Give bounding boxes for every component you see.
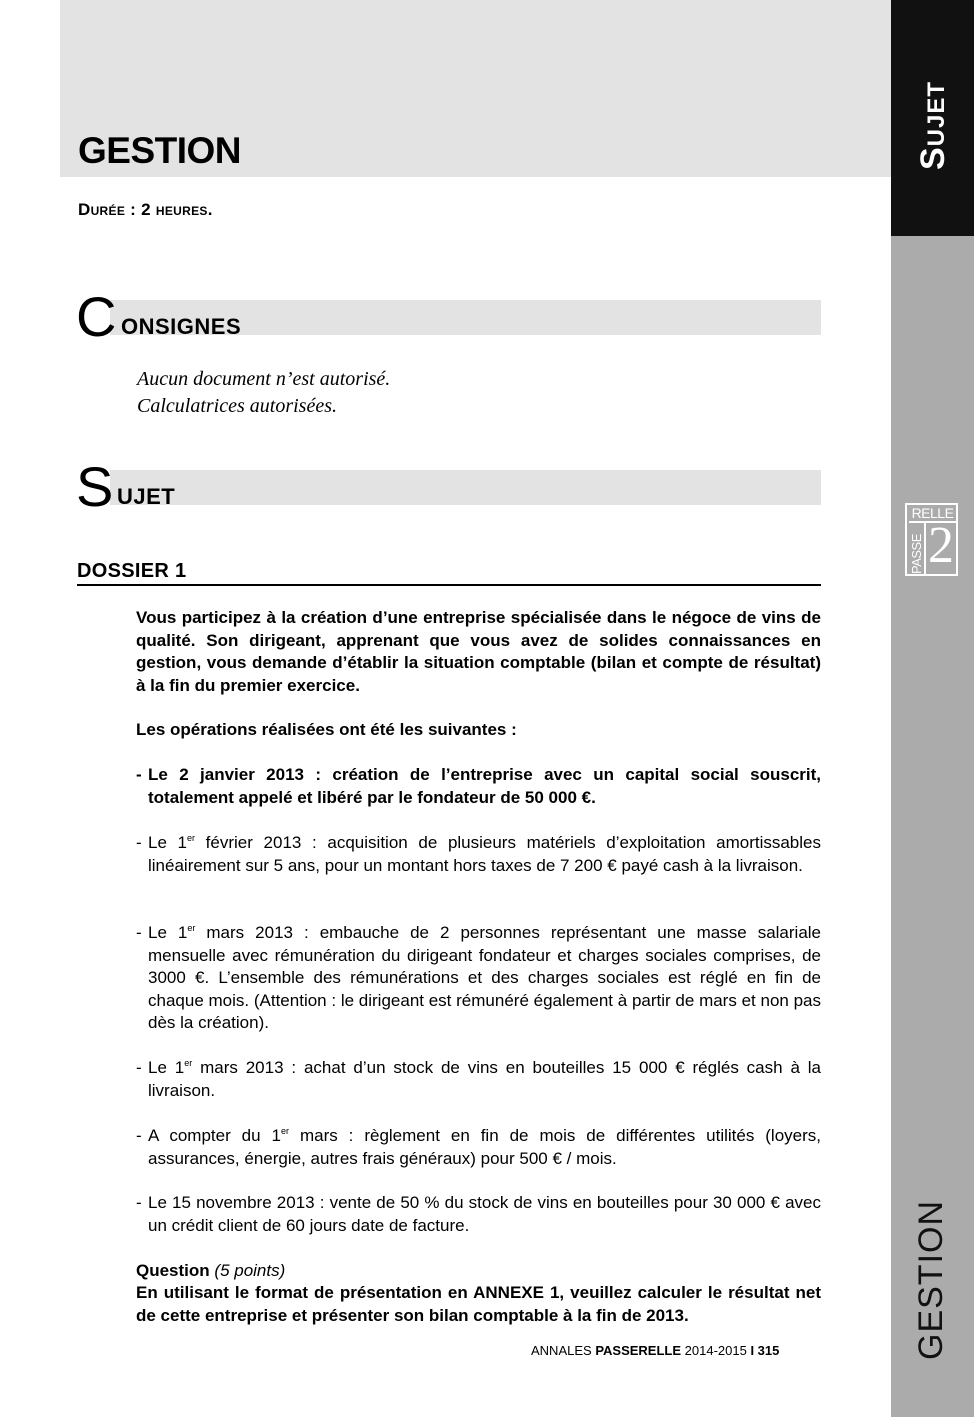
question-points: (5 points)	[214, 1261, 286, 1280]
ordinal-superscript: er	[184, 1058, 193, 1068]
consigne-line: Aucun document n’est autorisé.	[137, 368, 391, 390]
sujet-heading-initial: S	[76, 455, 112, 518]
dossier-underline	[77, 584, 821, 586]
operation-text: mars 2013 : embauche de 2 personnes représentant une masse salariale mensuelle avec rémunération du dirigeant fondateur et charges sociales comprises, de 3000 €. L’ensemble des rémunérations et des charges sociales est réglé en fin de chaque mois. (Attention : le dirigeant est rémunéré également à partir de mars et non pas dès la création).	[148, 923, 822, 1032]
operation-item	[136, 1192, 821, 1237]
consignes-heading-initial: C	[76, 285, 115, 348]
operation-text: Le 2 janvier 2013 : création de l’entreprise avec un capital social souscrit, totalement appelé et libéré par le fondateur de 50 000 €.	[148, 765, 821, 807]
operations-intro: Les opérations réalisées ont été les suivantes :	[136, 720, 517, 739]
logo-passe-text: PASSE	[909, 534, 924, 574]
question-label: Question	[136, 1261, 210, 1280]
ordinal-superscript: er	[187, 923, 196, 933]
sidebar-sujet-label: Sujet	[914, 80, 952, 170]
dossier-title: DOSSIER 1	[77, 560, 187, 582]
operation-date-prefix: Le 1	[148, 923, 188, 942]
page-number: 315	[754, 1343, 780, 1358]
footer-years: 2014-2015	[681, 1343, 751, 1358]
bullet-dash: -	[136, 1058, 142, 1077]
sujet-heading: UJET	[117, 484, 176, 509]
operation-item	[136, 1057, 821, 1102]
question-heading	[136, 1260, 821, 1283]
consignes-heading: ONSIGNES	[121, 314, 242, 339]
operation-date-prefix: Le 1	[148, 1058, 185, 1077]
operation-date-prefix: Le 1	[148, 833, 188, 852]
ordinal-superscript: er	[281, 1126, 290, 1136]
operation-text: Le 15 novembre 2013 : vente de 50 % du stock de vins en bouteilles pour 30 000 € avec un crédit client de 60 jours date de facture.	[148, 1193, 821, 1235]
exam-duration: Durée : 2 heures.	[78, 200, 213, 219]
operation-text: mars 2013 : achat d’un stock de vins en bouteilles 15 000 € réglés cash à la livraison.	[148, 1058, 821, 1100]
logo-relle-text: RELLE	[909, 505, 956, 523]
bullet-dash: -	[136, 1126, 142, 1145]
bullet-dash: -	[136, 923, 142, 942]
bullet-dash: -	[136, 833, 142, 852]
sidebar-gestion-label: GESTION	[912, 1199, 950, 1360]
bullet-dash: -	[136, 1193, 142, 1212]
logo-divider	[924, 523, 926, 574]
operation-text: février 2013 : acquisition de plusieurs matériels d’exploitation amortissables linéairement sur 5 ans, pour un montant hors taxes de 7 200 € payé cash à la livraison.	[148, 833, 821, 875]
bullet-dash: -	[136, 765, 142, 784]
operation-item	[136, 832, 821, 877]
logo-number: 2	[928, 517, 954, 574]
footer-brand: PASSERELLE	[595, 1343, 682, 1358]
footer-separator: I	[750, 1343, 755, 1358]
page-footer	[531, 1343, 779, 1358]
operation-item	[136, 922, 821, 1035]
operation-text: mars : règlement en fin de mois de différentes utilités (loyers, assurances, énergie, autres frais généraux) pour 500 € / mois.	[148, 1126, 822, 1168]
dossier-intro: Vous participez à la création d’une entreprise spécialisée dans le négoce de vins de qualité. Son dirigeant, apprenant que vous avez de solides connaissances en gestion, vous demande d’établir la situation comptable (bilan et compte de résultat) à la fin du premier exercice.	[136, 608, 821, 695]
sujet-heading-band	[110, 470, 821, 505]
operation-date-prefix: A compter du 1	[148, 1126, 281, 1145]
ordinal-superscript: er	[187, 833, 196, 843]
question-body: En utilisant le format de présentation en ANNEXE 1, veuillez calculer le résultat net de cette entreprise et présenter son bilan comptable à la fin de 2013.	[136, 1283, 821, 1325]
consigne-line: Calculatrices autorisées.	[137, 395, 337, 417]
footer-prefix: ANNALES	[531, 1343, 596, 1358]
page-title: GESTION	[78, 130, 242, 171]
operation-item	[136, 764, 821, 809]
operation-item	[136, 1125, 821, 1170]
passerelle-logo	[905, 503, 958, 576]
